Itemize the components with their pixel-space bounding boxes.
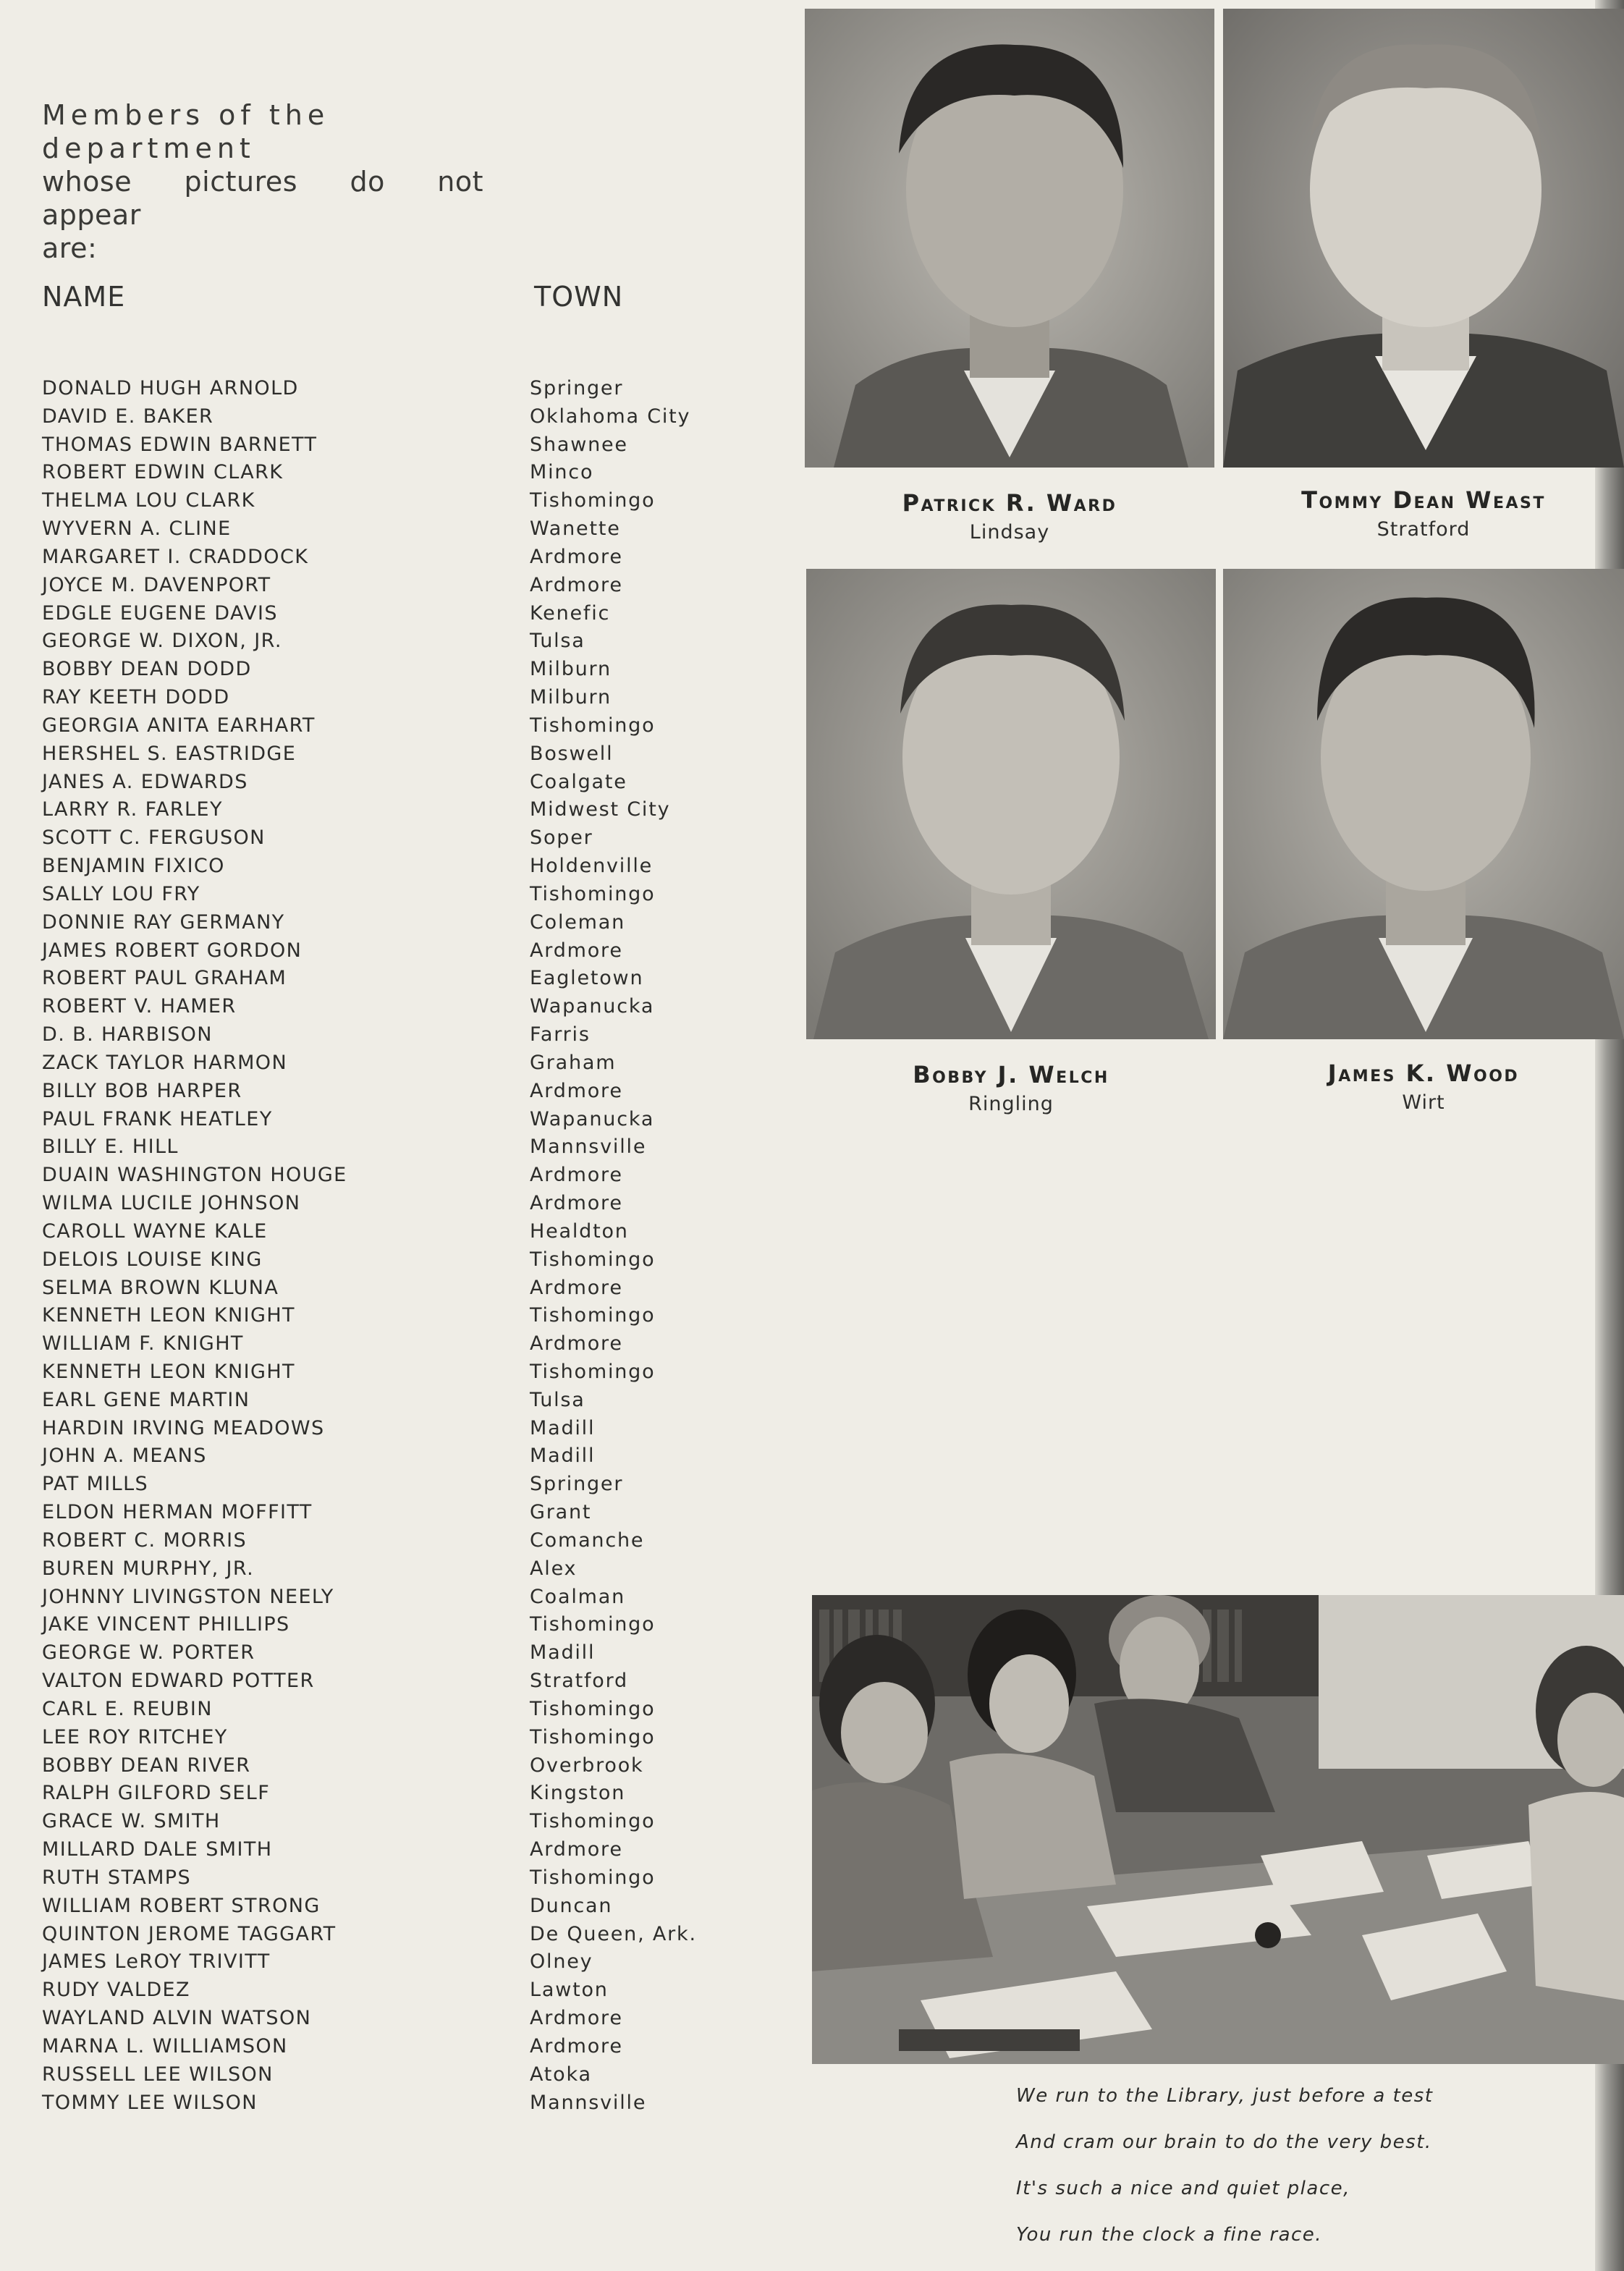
member-name: HERSHEL S. EASTRIDGE	[42, 742, 297, 765]
member-town: Wapanucka	[530, 1107, 655, 1130]
member-town: Olney	[530, 1950, 593, 1974]
intro-text	[42, 98, 483, 265]
member-name: DELOIS LOUISE KING	[42, 1248, 263, 1271]
roster-row	[41, 1752, 735, 1780]
member-name: PAUL FRANK HEATLEY	[42, 1107, 273, 1130]
roster-row	[41, 853, 735, 881]
roster-row	[41, 937, 735, 965]
member-name: JOHN A. MEANS	[42, 1445, 207, 1468]
member-town: Kingston	[530, 1782, 626, 1805]
member-town: Ardmore	[530, 573, 623, 596]
member-name: LARRY R. FARLEY	[42, 798, 223, 821]
member-name: ROBERT PAUL GRAHAM	[42, 967, 287, 990]
member-town: Boswell	[530, 742, 614, 765]
member-town: Oklahoma City	[530, 405, 691, 428]
member-name: WILLIAM ROBERT STRONG	[42, 1894, 321, 1917]
roster-row	[41, 2005, 735, 2033]
intro-line-2: whose pictures do not appear	[42, 166, 483, 231]
member-town: Duncan	[530, 1894, 613, 1917]
roster-row	[41, 1387, 735, 1415]
member-name: SALLY LOU FRY	[42, 882, 200, 905]
roster-row	[41, 1302, 735, 1330]
member-name: PAT MILLS	[42, 1473, 149, 1496]
member-town: Midwest City	[530, 798, 671, 821]
member-town: Tishomingo	[530, 882, 656, 905]
member-town: Milburn	[530, 686, 612, 709]
portrait-photo-patrick-ward	[805, 9, 1214, 468]
member-name: BUREN MURPHY, JR.	[42, 1557, 255, 1580]
member-name: SCOTT C. FERGUSON	[42, 826, 266, 850]
roster-row	[41, 1696, 735, 1724]
roster-row	[41, 1555, 735, 1583]
member-town: De Queen, Ark.	[530, 1922, 697, 1945]
member-name: ROBERT EDWIN CLARK	[42, 461, 284, 484]
member-name: LEE ROY RITCHEY	[42, 1725, 228, 1748]
member-town: Tishomingo	[530, 1360, 656, 1383]
roster-row	[41, 684, 735, 712]
member-name: EDGLE EUGENE DAVIS	[42, 601, 278, 625]
member-town: Ardmore	[530, 1332, 623, 1356]
roster-row	[41, 627, 735, 656]
member-name: BOBBY DEAN RIVER	[42, 1754, 251, 1777]
member-name: WILMA LUCILE JOHNSON	[42, 1192, 301, 1215]
roster-row	[41, 572, 735, 600]
roster-row	[41, 1415, 735, 1443]
member-town: Tishomingo	[530, 1304, 656, 1327]
roster-row	[41, 2089, 735, 2118]
member-town: Tishomingo	[530, 1613, 656, 1636]
member-name: BOBBY DEAN DODD	[42, 658, 252, 681]
member-town: Tulsa	[530, 630, 585, 653]
member-name: RUSSELL LEE WILSON	[42, 2063, 274, 2086]
member-name: CARL E. REUBIN	[42, 1697, 213, 1720]
roster-row	[41, 487, 735, 515]
member-town: Springer	[530, 1473, 624, 1496]
member-town: Lawton	[530, 1979, 609, 2002]
roster-row	[41, 375, 735, 403]
town-column-header: TOWN	[534, 281, 624, 313]
member-town: Tulsa	[530, 1388, 585, 1411]
member-name: RUTH STAMPS	[42, 1866, 192, 1889]
roster-row	[41, 1583, 735, 1612]
member-town: Tishomingo	[530, 1810, 656, 1833]
roster-row	[41, 1527, 735, 1555]
roster-row	[41, 1921, 735, 1949]
roster-row	[41, 1218, 735, 1246]
roster-row	[41, 1499, 735, 1527]
member-name: VALTON EDWARD POTTER	[42, 1670, 315, 1693]
roster-row	[41, 1021, 735, 1049]
member-name: DAVID E. BAKER	[42, 405, 214, 428]
member-name: QUINTON JEROME TAGGART	[42, 1922, 337, 1945]
roster-row	[41, 712, 735, 740]
member-town: Ardmore	[530, 1276, 623, 1299]
portrait-photo-james-wood	[1223, 569, 1624, 1039]
roster-row	[41, 1274, 735, 1303]
portrait-caption-town-3: Ringling	[968, 1093, 1054, 1115]
roster-row	[41, 1724, 735, 1752]
member-name: DONALD HUGH ARNOLD	[42, 377, 299, 399]
member-town: Springer	[530, 377, 624, 399]
member-name: THELMA LOU CLARK	[42, 489, 255, 512]
member-town: Madill	[530, 1416, 596, 1439]
roster-row	[41, 1078, 735, 1106]
member-name: D. B. HARBISON	[42, 1023, 213, 1046]
member-town: Shawnee	[530, 433, 628, 456]
roster-row	[41, 965, 735, 993]
roster-row	[41, 993, 735, 1021]
roster-row	[41, 1808, 735, 1836]
member-name: THOMAS EDWIN BARNETT	[42, 433, 318, 456]
roster-row	[41, 515, 735, 544]
member-name: CAROLL WAYNE KALE	[42, 1219, 268, 1243]
intro-line-3: are:	[42, 232, 98, 264]
member-name: JAKE VINCENT PHILLIPS	[42, 1613, 290, 1636]
member-name: BILLY E. HILL	[42, 1136, 179, 1159]
portrait-caption-town-1: Lindsay	[969, 521, 1050, 544]
member-town: Graham	[530, 1051, 617, 1074]
member-town: Madill	[530, 1445, 596, 1468]
member-town: Ardmore	[530, 939, 623, 962]
name-column-header: NAME	[42, 281, 126, 313]
member-town: Madill	[530, 1641, 596, 1665]
member-name: JAMES ROBERT GORDON	[42, 939, 303, 962]
roster-row	[41, 1442, 735, 1471]
roster-row	[41, 909, 735, 937]
portrait-caption-name-4: James K. Wood	[1327, 1060, 1520, 1087]
member-town: Milburn	[530, 658, 612, 681]
roster-row	[41, 769, 735, 797]
member-name: TOMMY LEE WILSON	[42, 2091, 258, 2114]
roster-row	[41, 2033, 735, 2061]
portrait-caption-town-4: Wirt	[1402, 1091, 1445, 1114]
roster-row	[41, 431, 735, 460]
member-town: Tishomingo	[530, 1248, 656, 1271]
member-town: Tishomingo	[530, 1697, 656, 1720]
member-town: Minco	[530, 461, 594, 484]
member-name: ROBERT V. HAMER	[42, 995, 237, 1018]
roster-row	[41, 1948, 735, 1976]
roster-row	[41, 824, 735, 853]
member-town: Comanche	[530, 1528, 645, 1552]
roster-row	[41, 1133, 735, 1162]
member-name: GEORGE W. DIXON, JR.	[42, 630, 282, 653]
poem-line-3: It's such a nice and quiet place,	[1016, 2178, 1350, 2199]
member-town: Farris	[530, 1023, 591, 1046]
roster-row	[41, 1892, 735, 1921]
member-town: Atoka	[530, 2063, 592, 2086]
member-town: Wapanucka	[530, 995, 655, 1018]
library-group-photo	[812, 1595, 1624, 2064]
member-name: ELDON HERMAN MOFFITT	[42, 1501, 313, 1524]
member-town: Holdenville	[530, 855, 654, 878]
poem-line-4: You run the clock a fine race.	[1016, 2224, 1323, 2246]
portrait-photo-tommy-weast	[1223, 9, 1624, 468]
member-name: JAMES LeROY TRIVITT	[42, 1950, 271, 1974]
member-name: HARDIN IRVING MEADOWS	[42, 1416, 325, 1439]
member-name: BILLY BOB HARPER	[42, 1079, 242, 1102]
member-name: WYVERN A. CLINE	[42, 517, 232, 541]
roster-row	[41, 600, 735, 628]
member-town: Overbrook	[530, 1754, 644, 1777]
roster-row	[41, 1358, 735, 1387]
roster-row	[41, 1190, 735, 1218]
member-name: JOYCE M. DAVENPORT	[42, 573, 271, 596]
member-name: GRACE W. SMITH	[42, 1810, 221, 1833]
roster-row	[41, 1246, 735, 1274]
roster-row	[41, 656, 735, 684]
member-name: EARL GENE MARTIN	[42, 1388, 250, 1411]
member-name: BENJAMIN FIXICO	[42, 855, 225, 878]
roster-row	[41, 403, 735, 431]
member-town: Tishomingo	[530, 489, 656, 512]
member-name: MARNA L. WILLIAMSON	[42, 2034, 288, 2058]
roster-row	[41, 544, 735, 572]
roster-row	[41, 1976, 735, 2005]
roster-row	[41, 1162, 735, 1190]
member-town: Wanette	[530, 517, 621, 541]
member-town: Tishomingo	[530, 1725, 656, 1748]
member-name: GEORGE W. PORTER	[42, 1641, 255, 1665]
roster-row	[41, 881, 735, 909]
roster-row	[41, 1639, 735, 1667]
member-name: MARGARET I. CRADDOCK	[42, 545, 309, 568]
member-town: Coleman	[530, 910, 626, 934]
roster-row	[41, 1611, 735, 1639]
member-town: Grant	[530, 1501, 592, 1524]
portrait-photo-bobby-welch	[806, 569, 1216, 1039]
member-town: Ardmore	[530, 1079, 623, 1102]
poem-line-2: And cram our brain to do the very best.	[1016, 2131, 1432, 2153]
roster-row	[41, 459, 735, 487]
member-town: Kenefic	[530, 601, 611, 625]
member-town: Tishomingo	[530, 1866, 656, 1889]
member-name: RALPH GILFORD SELF	[42, 1782, 271, 1805]
member-town: Soper	[530, 826, 593, 850]
member-town: Ardmore	[530, 1192, 623, 1215]
member-name: DONNIE RAY GERMANY	[42, 910, 285, 934]
member-town: Healdton	[530, 1219, 629, 1243]
roster-row	[41, 2061, 735, 2089]
member-town: Ardmore	[530, 545, 623, 568]
roster-row	[41, 1780, 735, 1808]
member-name: JOHNNY LIVINGSTON NEELY	[42, 1585, 334, 1608]
member-name: ROBERT C. MORRIS	[42, 1528, 248, 1552]
roster-row	[41, 1471, 735, 1499]
member-name: MILLARD DALE SMITH	[42, 1838, 273, 1861]
poem-line-1: We run to the Library, just before a test	[1016, 2085, 1434, 2107]
member-name: ZACK TAYLOR HARMON	[42, 1051, 288, 1074]
member-town: Coalgate	[530, 770, 627, 793]
member-town: Ardmore	[530, 2034, 623, 2058]
member-name: SELMA BROWN KLUNA	[42, 1276, 279, 1299]
member-town: Mannsville	[530, 1136, 647, 1159]
portrait-caption-name-3: Bobby J. Welch	[913, 1061, 1109, 1088]
roster-row	[41, 740, 735, 769]
portrait-caption-name-2: Tommy Dean Weast	[1301, 486, 1546, 514]
member-town: Mannsville	[530, 2091, 647, 2114]
member-name: WILLIAM F. KNIGHT	[42, 1332, 244, 1356]
roster-row	[41, 1049, 735, 1078]
member-name: DUAIN WASHINGTON HOUGE	[42, 1164, 347, 1187]
roster-row	[41, 796, 735, 824]
member-name: WAYLAND ALVIN WATSON	[42, 2007, 312, 2030]
member-town: Eagletown	[530, 967, 644, 990]
member-name: JANES A. EDWARDS	[42, 770, 248, 793]
member-town: Alex	[530, 1557, 578, 1580]
member-town: Ardmore	[530, 1164, 623, 1187]
member-town: Ardmore	[530, 2007, 623, 2030]
portrait-caption-town-2: Stratford	[1376, 518, 1471, 541]
roster-row	[41, 1836, 735, 1864]
roster-row	[41, 1667, 735, 1696]
member-name: GEORGIA ANITA EARHART	[42, 714, 316, 737]
member-town: Coalman	[530, 1585, 625, 1608]
member-town: Tishomingo	[530, 714, 656, 737]
library-poem	[1016, 2081, 1450, 2267]
roster-row	[41, 1864, 735, 1892]
member-name: RAY KEETH DODD	[42, 686, 230, 709]
member-town: Stratford	[530, 1670, 628, 1693]
member-name: RUDY VALDEZ	[42, 1979, 190, 2002]
member-roster	[41, 375, 735, 2117]
roster-row	[41, 1106, 735, 1134]
member-name: KENNETH LEON KNIGHT	[42, 1304, 295, 1327]
intro-line-1: Members of the department	[42, 99, 330, 164]
roster-row	[41, 1330, 735, 1358]
member-town: Ardmore	[530, 1838, 623, 1861]
member-name: KENNETH LEON KNIGHT	[42, 1360, 295, 1383]
portrait-caption-name-1: Patrick R. Ward	[902, 489, 1117, 517]
